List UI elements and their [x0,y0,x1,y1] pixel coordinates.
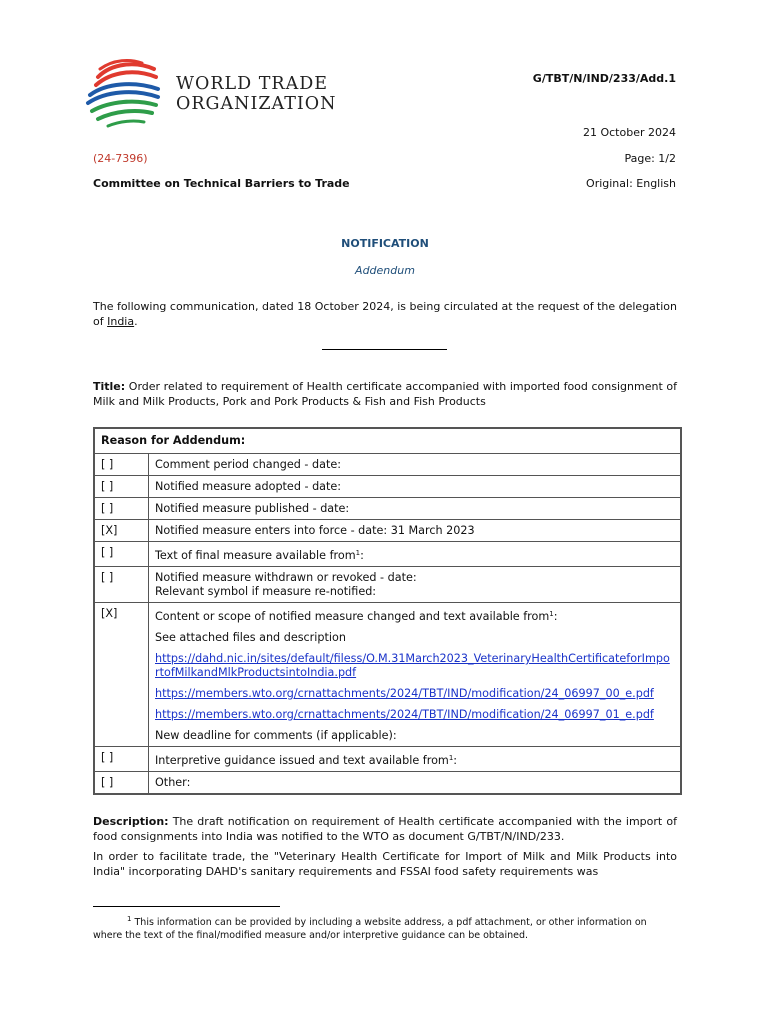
description-text: The draft notification on requirement of Health certificate accompanied with the import of food consignments into India was notified to the WTO as document G/TBT/N/IND/233. [93,815,677,843]
table-row [94,747,681,772]
wto-emblem-icon [84,55,164,130]
member-name: India [107,314,135,328]
footnote [93,913,677,942]
intro-paragraph [93,300,677,329]
attachment-link-01[interactable]: https://members.wto.org/crnattachments/2024/TBT/IND/modification/24_06997_01_e.pdf [155,708,654,721]
reason-text: Interpretive guidance issued and text available from [155,754,449,767]
checkbox-cell: [ ] [94,476,149,498]
notification-heading: NOTIFICATION [341,237,429,250]
reason-text: Notified measure withdrawn or revoked - date: [155,571,417,584]
reason-text: Content or scope of notified measure changed and text available from [155,610,550,623]
reason-suffix: : [553,610,558,623]
table-row [94,454,681,476]
table-row [94,567,681,603]
reason-cell [149,567,682,603]
checkbox-cell: [ ] [94,772,149,795]
reason-cell: Notified measure adopted - date: [149,476,682,498]
checkbox-cell: [ ] [94,542,149,567]
doc-date: 21 October 2024 [582,126,676,139]
table-row [94,603,681,747]
reason-suffix: : [360,549,364,562]
ref-number: (24-7396) [93,152,148,165]
intro-text: The following communication, dated 18 October 2024, is being circulated at the request of the delegation of [93,300,677,328]
title-label: Title: [93,380,126,393]
reason-cell: Comment period changed - date: [149,454,682,476]
doc-symbol: G/TBT/N/IND/233/Add.1 [532,72,676,85]
footnote-text: This information can be provided by including a website address, a pdf attachment, or other information on where the text of the final/modified measure and/or interpretive guidance can be obtained. [93,917,647,941]
committee-name: Committee on Technical Barriers to Trade [93,177,350,190]
reason-text: Text of final measure available from [155,549,356,562]
description-label: Description: [93,815,169,828]
separator-line [322,349,447,350]
description-paragraph-2: In order to facilitate trade, the "Veterinary Health Certificate for Import of Milk and Milk Products into India" incorporating DAHD's sanitary requirements and FSSAI food safety requirements was [93,850,677,878]
attachment-link-00[interactable]: https://members.wto.org/crnattachments/2024/TBT/IND/modification/24_06997_00_e.pdf [155,687,654,700]
reason-cell: Other: [149,772,682,795]
table-header-row [94,428,681,454]
checkbox-cell: [ ] [94,567,149,603]
reason-cell [149,542,682,567]
checkbox-cell: [X] [94,520,149,542]
title-paragraph [93,380,677,409]
title-text: Order related to requirement of Health certificate accompanied with imported food consignment of Milk and Milk Products, Pork and Pork Products & Fish and Fish Products [93,380,677,408]
reason-cell [149,747,682,772]
footnote-separator [93,906,280,907]
table-row [94,520,681,542]
footnote-ref: 1 [355,549,361,557]
table-row [94,772,681,795]
footnote-marker: 1 [127,915,132,923]
table-row [94,498,681,520]
reason-line [155,607,674,624]
dahd-link[interactable]: https://dahd.nic.in/sites/default/filess/O.M.31March2023_VeterinaryHealthCertificateforImportofMilkandMlkProductsintoIndia.pdf [155,652,670,679]
reason-cell: Notified measure published - date: [149,498,682,520]
reason-cell: Notified measure enters into force - date: 31 March 2023 [149,520,682,542]
intro-end: . [134,314,138,328]
checkbox-cell: [ ] [94,498,149,520]
notification-subheading: Addendum [355,264,415,277]
checkbox-cell: [ ] [94,454,149,476]
footnote-ref: 1 [549,610,554,618]
wto-logo [84,55,164,130]
reason-text-secondary: Relevant symbol if measure re-notified: [155,585,377,598]
deadline-text: New deadline for comments (if applicable): [155,729,397,742]
footnote-ref: 1 [448,754,454,762]
checkbox-cell: [X] [94,603,149,747]
attached-files-text: See attached files and description [155,631,346,644]
checkbox-cell: [ ] [94,747,149,772]
description-paragraph [93,815,677,844]
reason-cell [149,603,682,747]
original-language: Original: English [586,177,676,190]
page-number: Page: 1/2 [624,152,676,165]
link-line [155,687,674,701]
org-name [176,74,336,114]
table-row [94,476,681,498]
org-name-line1: WORLD TRADE [176,74,329,94]
reason-suffix: : [453,754,458,767]
org-name-line2: ORGANIZATION [176,94,337,114]
table-header: Reason for Addendum: [94,428,681,454]
link-line [155,652,674,680]
table-row [94,542,681,567]
link-line [155,708,674,722]
addendum-table [93,427,682,795]
